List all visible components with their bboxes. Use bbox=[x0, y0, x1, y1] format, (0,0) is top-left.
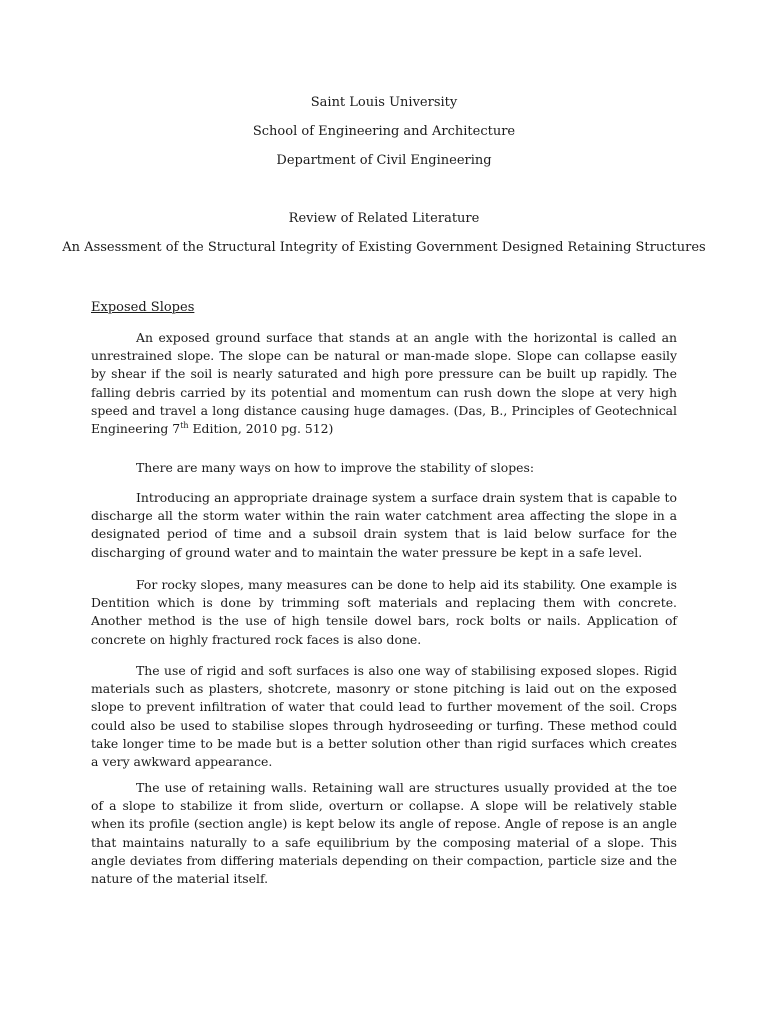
document-label: Review of Related Literature bbox=[288, 211, 480, 226]
section-heading: Exposed Slopes bbox=[91, 300, 195, 315]
school-name: School of Engineering and Architecture bbox=[252, 124, 516, 139]
paragraph-4: For rocky slopes, many measures can be done to help aid its stability. One example is Dentition which is done by trimming soft materials and replacing them with concrete. Another method is the use of high tensile dowel bars, rock bolts or nails. Application of concrete on highly fractured rock faces is also done. bbox=[91, 577, 677, 647]
paragraph-5: The use of rigid and soft surfaces is also one way of stabilising exposed slopes. Rigid materials such as plasters, shotcrete, masonry or stone pitching is laid out on the exposed slope to prevent infiltration of water that could lead to further movement of the soil. Crops could also be used to stabilise slopes through hydroseeding or turfing. These method could take longer time to be made but is a better solution other than rigid surfaces which creates a very awkward appearance. bbox=[91, 663, 677, 770]
paragraph-1-main: An exposed ground surface that stands at an angle with the horizontal is called an unrestrained slope. The slope can be natural or man-made slope. Slope can collapse easily by shear if the soil is nearly saturated and high pore pressure can be built up rapidly. The falling debris carried by its potential and momentum can rush down the slope at very high speed and travel a long distance causing huge damages. (Das, B., Principles of Geotechnical Engineering 7 bbox=[91, 330, 677, 437]
university-name: Saint Louis University bbox=[310, 95, 458, 110]
thesis-title: An Assessment of the Structural Integrity of Existing Government Designed Retaining Structures bbox=[62, 240, 706, 255]
paragraph-6: The use of retaining walls. Retaining wall are structures usually provided at the toe of a slope to stabilize it from slide, overturn or collapse. A slope will be relatively stable when its profile (section angle) is kept below its angle of repose. Angle of repose is an angle that maintains naturally to a safe equilibrium by the composing material of a slope. This angle deviates from differing materials depending on their compaction, particle size and the nature of the material itself. bbox=[91, 780, 677, 887]
department-name: Department of Civil Engineering bbox=[276, 153, 492, 168]
paragraph-1 bbox=[91, 329, 677, 438]
paragraph-1-tail: Edition, 2010 pg. 512) bbox=[188, 421, 334, 437]
paragraph-2: There are many ways on how to improve the stability of slopes: bbox=[136, 460, 534, 475]
paragraph-3: Introducing an appropriate drainage system a surface drain system that is capable to discharge all the storm water within the rain water catchment area affecting the slope in a designated period of time and a subsoil drain system that is laid below surface for the discharging of ground water and to maintain the water pressure be kept in a safe level. bbox=[91, 490, 677, 560]
paragraph-1-superscript: th bbox=[180, 420, 189, 430]
